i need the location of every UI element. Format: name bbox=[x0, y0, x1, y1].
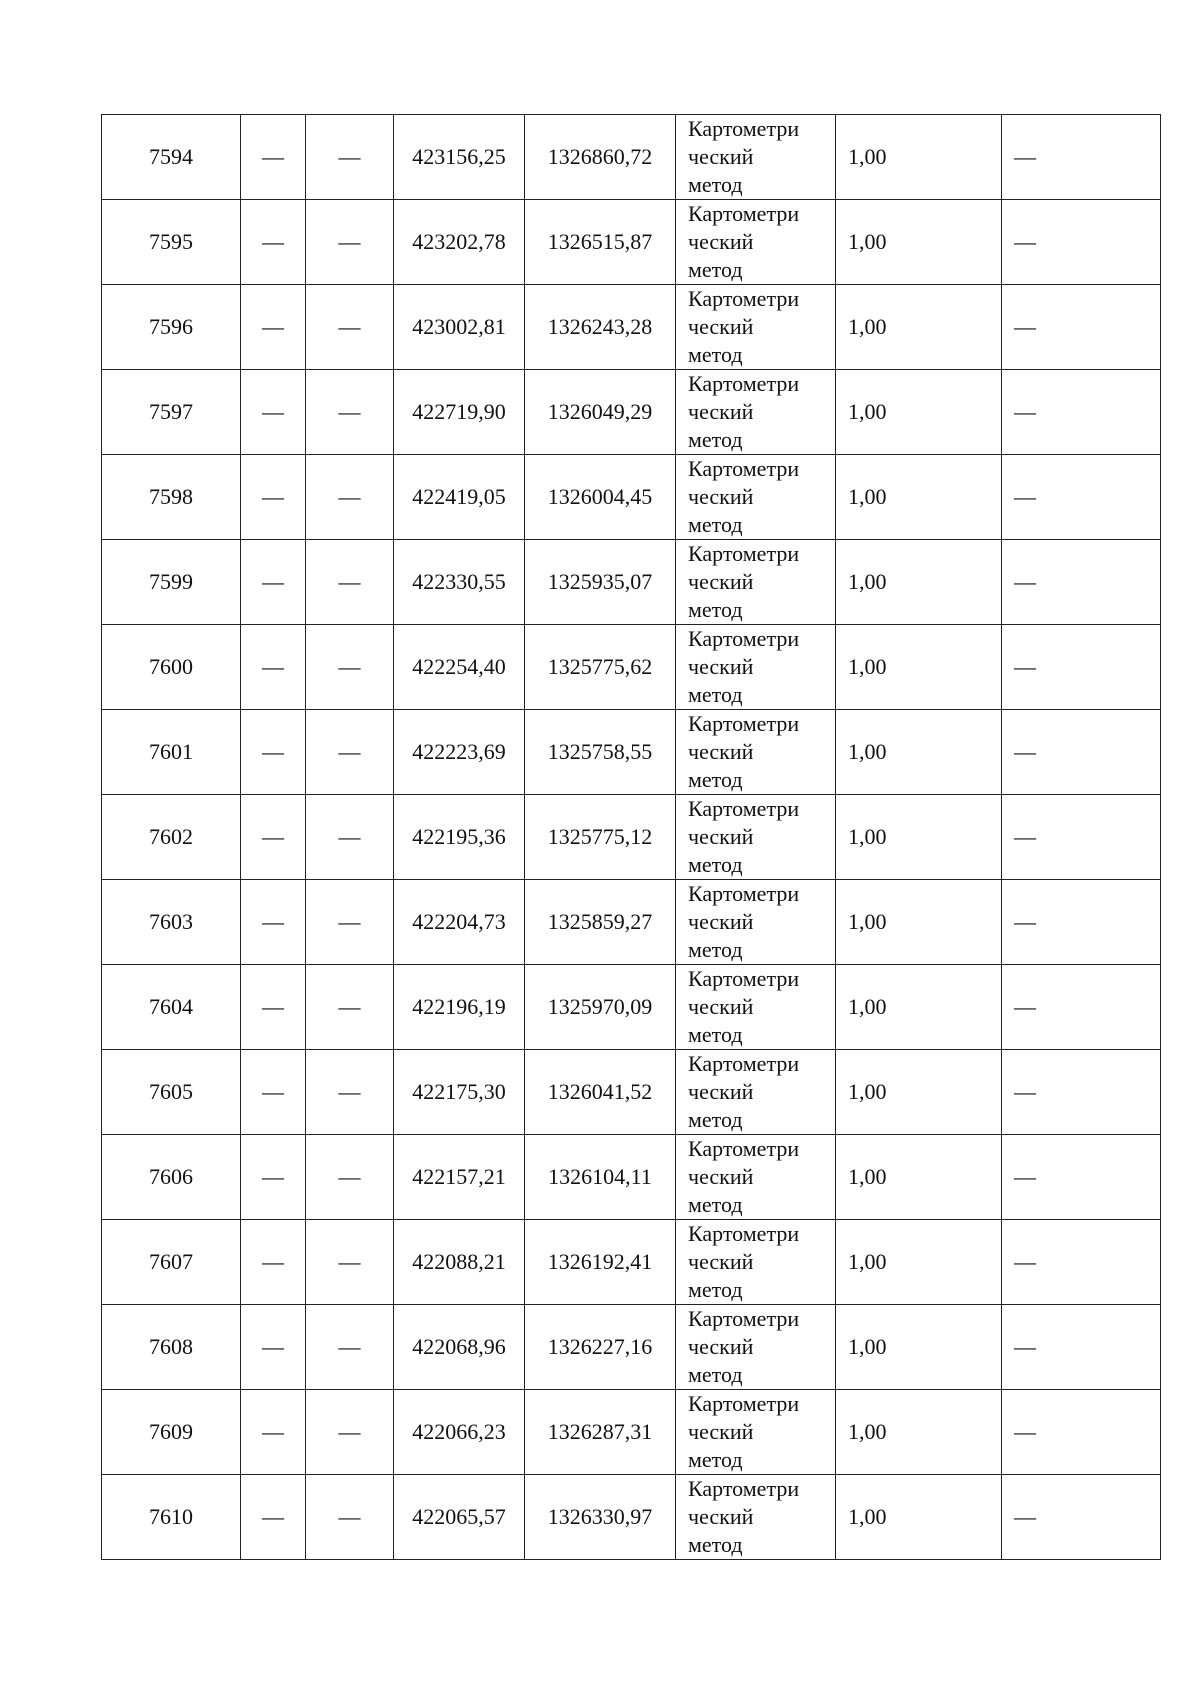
x-coordinate-cell: 422066,23 bbox=[394, 1390, 525, 1475]
empty-cell: — bbox=[241, 880, 306, 965]
y-coordinate-cell: 1325758,55 bbox=[525, 710, 676, 795]
point-number-cell: 7597 bbox=[102, 370, 241, 455]
method-text-line: Картометри bbox=[688, 1476, 800, 1501]
method-text-line: метод bbox=[688, 1532, 743, 1557]
accuracy-cell: 1,00 bbox=[836, 795, 1002, 880]
empty-cell: — bbox=[306, 795, 394, 880]
method-text-line: метод bbox=[688, 512, 743, 537]
empty-cell: — bbox=[1002, 370, 1161, 455]
empty-cell: — bbox=[241, 625, 306, 710]
point-number-cell: 7604 bbox=[102, 965, 241, 1050]
method-cell bbox=[676, 1390, 836, 1475]
empty-cell: — bbox=[241, 1050, 306, 1135]
method-cell bbox=[676, 455, 836, 540]
method-text-line: метод bbox=[688, 1362, 743, 1387]
method-text-line: метод bbox=[688, 1277, 743, 1302]
method-text-line: метод bbox=[688, 852, 743, 877]
method-text-line: Картометри bbox=[688, 1221, 800, 1246]
point-number-cell: 7596 bbox=[102, 285, 241, 370]
x-coordinate-cell: 422195,36 bbox=[394, 795, 525, 880]
empty-cell: — bbox=[306, 540, 394, 625]
y-coordinate-cell: 1326192,41 bbox=[525, 1220, 676, 1305]
x-coordinate-cell: 422419,05 bbox=[394, 455, 525, 540]
x-coordinate-cell: 422088,21 bbox=[394, 1220, 525, 1305]
method-text-line: метод bbox=[688, 1192, 743, 1217]
accuracy-cell: 1,00 bbox=[836, 115, 1002, 200]
empty-cell: — bbox=[306, 455, 394, 540]
empty-cell: — bbox=[306, 1135, 394, 1220]
point-number-cell: 7605 bbox=[102, 1050, 241, 1135]
x-coordinate-cell: 422204,73 bbox=[394, 880, 525, 965]
empty-cell: — bbox=[306, 1050, 394, 1135]
table-row bbox=[102, 1390, 1161, 1475]
point-number-cell: 7610 bbox=[102, 1475, 241, 1560]
method-text-line: ческий bbox=[688, 1334, 754, 1359]
x-coordinate-cell: 423156,25 bbox=[394, 115, 525, 200]
method-text-line: Картометри bbox=[688, 1051, 800, 1076]
empty-cell: — bbox=[306, 625, 394, 710]
empty-cell: — bbox=[1002, 1135, 1161, 1220]
empty-cell: — bbox=[241, 1135, 306, 1220]
method-text-line: Картометри bbox=[688, 966, 800, 991]
x-coordinate-cell: 422330,55 bbox=[394, 540, 525, 625]
y-coordinate-cell: 1325970,09 bbox=[525, 965, 676, 1050]
empty-cell: — bbox=[241, 1390, 306, 1475]
empty-cell: — bbox=[306, 1305, 394, 1390]
method-text-line: Картометри bbox=[688, 116, 800, 141]
method-text-line: ческий bbox=[688, 1164, 754, 1189]
method-cell bbox=[676, 625, 836, 710]
empty-cell: — bbox=[241, 200, 306, 285]
point-number-cell: 7598 bbox=[102, 455, 241, 540]
empty-cell: — bbox=[1002, 540, 1161, 625]
method-text-line: метод bbox=[688, 937, 743, 962]
empty-cell: — bbox=[1002, 1050, 1161, 1135]
method-text-line: ческий bbox=[688, 569, 754, 594]
method-cell bbox=[676, 710, 836, 795]
method-text-line: ческий bbox=[688, 1249, 754, 1274]
empty-cell: — bbox=[306, 710, 394, 795]
y-coordinate-cell: 1326041,52 bbox=[525, 1050, 676, 1135]
method-cell bbox=[676, 370, 836, 455]
empty-cell: — bbox=[306, 1220, 394, 1305]
x-coordinate-cell: 422254,40 bbox=[394, 625, 525, 710]
point-number-cell: 7594 bbox=[102, 115, 241, 200]
empty-cell: — bbox=[306, 1475, 394, 1560]
y-coordinate-cell: 1325775,62 bbox=[525, 625, 676, 710]
point-number-cell: 7607 bbox=[102, 1220, 241, 1305]
empty-cell: — bbox=[241, 1220, 306, 1305]
empty-cell: — bbox=[1002, 1475, 1161, 1560]
point-number-cell: 7603 bbox=[102, 880, 241, 965]
method-text-line: метод bbox=[688, 682, 743, 707]
x-coordinate-cell: 422065,57 bbox=[394, 1475, 525, 1560]
method-text-line: Картометри bbox=[688, 286, 800, 311]
coordinates-table-body bbox=[102, 115, 1161, 1560]
method-text-line: Картометри bbox=[688, 1306, 800, 1331]
method-text-line: ческий bbox=[688, 229, 754, 254]
method-text-line: Картометри bbox=[688, 881, 800, 906]
empty-cell: — bbox=[241, 115, 306, 200]
method-text-line: ческий bbox=[688, 1504, 754, 1529]
method-text-line: Картометри bbox=[688, 541, 800, 566]
y-coordinate-cell: 1326243,28 bbox=[525, 285, 676, 370]
table-row bbox=[102, 1135, 1161, 1220]
table-row bbox=[102, 795, 1161, 880]
method-text-line: метод bbox=[688, 597, 743, 622]
table-row bbox=[102, 1220, 1161, 1305]
method-text-line: ческий bbox=[688, 654, 754, 679]
point-number-cell: 7602 bbox=[102, 795, 241, 880]
accuracy-cell: 1,00 bbox=[836, 285, 1002, 370]
y-coordinate-cell: 1325775,12 bbox=[525, 795, 676, 880]
method-cell bbox=[676, 1220, 836, 1305]
table-row bbox=[102, 455, 1161, 540]
method-text-line: Картометри bbox=[688, 456, 800, 481]
empty-cell: — bbox=[241, 965, 306, 1050]
method-text-line: ческий bbox=[688, 824, 754, 849]
method-text-line: метод bbox=[688, 767, 743, 792]
method-cell bbox=[676, 1475, 836, 1560]
empty-cell: — bbox=[1002, 1390, 1161, 1475]
table-row bbox=[102, 880, 1161, 965]
coordinates-table bbox=[101, 114, 1161, 1560]
accuracy-cell: 1,00 bbox=[836, 1305, 1002, 1390]
y-coordinate-cell: 1326287,31 bbox=[525, 1390, 676, 1475]
empty-cell: — bbox=[1002, 710, 1161, 795]
x-coordinate-cell: 422223,69 bbox=[394, 710, 525, 795]
table-row bbox=[102, 1050, 1161, 1135]
point-number-cell: 7609 bbox=[102, 1390, 241, 1475]
empty-cell: — bbox=[306, 370, 394, 455]
x-coordinate-cell: 422157,21 bbox=[394, 1135, 525, 1220]
method-cell bbox=[676, 1135, 836, 1220]
empty-cell: — bbox=[241, 285, 306, 370]
accuracy-cell: 1,00 bbox=[836, 1050, 1002, 1135]
method-text-line: метод bbox=[688, 1107, 743, 1132]
accuracy-cell: 1,00 bbox=[836, 200, 1002, 285]
empty-cell: — bbox=[1002, 285, 1161, 370]
accuracy-cell: 1,00 bbox=[836, 710, 1002, 795]
point-number-cell: 7608 bbox=[102, 1305, 241, 1390]
y-coordinate-cell: 1326104,11 bbox=[525, 1135, 676, 1220]
point-number-cell: 7606 bbox=[102, 1135, 241, 1220]
empty-cell: — bbox=[241, 540, 306, 625]
empty-cell: — bbox=[306, 285, 394, 370]
x-coordinate-cell: 423202,78 bbox=[394, 200, 525, 285]
accuracy-cell: 1,00 bbox=[836, 1390, 1002, 1475]
empty-cell: — bbox=[241, 455, 306, 540]
empty-cell: — bbox=[1002, 1305, 1161, 1390]
method-cell bbox=[676, 1305, 836, 1390]
method-text-line: метод bbox=[688, 427, 743, 452]
accuracy-cell: 1,00 bbox=[836, 880, 1002, 965]
table-row bbox=[102, 625, 1161, 710]
method-text-line: ческий bbox=[688, 1079, 754, 1104]
empty-cell: — bbox=[241, 710, 306, 795]
method-text-line: Картометри bbox=[688, 796, 800, 821]
y-coordinate-cell: 1326860,72 bbox=[525, 115, 676, 200]
empty-cell: — bbox=[306, 880, 394, 965]
point-number-cell: 7600 bbox=[102, 625, 241, 710]
method-text-line: ческий bbox=[688, 739, 754, 764]
empty-cell: — bbox=[241, 370, 306, 455]
table-row bbox=[102, 200, 1161, 285]
accuracy-cell: 1,00 bbox=[836, 455, 1002, 540]
empty-cell: — bbox=[1002, 880, 1161, 965]
method-cell bbox=[676, 200, 836, 285]
method-cell bbox=[676, 115, 836, 200]
accuracy-cell: 1,00 bbox=[836, 965, 1002, 1050]
method-text-line: Картометри bbox=[688, 371, 800, 396]
method-text-line: ческий bbox=[688, 1419, 754, 1444]
method-cell bbox=[676, 285, 836, 370]
y-coordinate-cell: 1326330,97 bbox=[525, 1475, 676, 1560]
method-cell bbox=[676, 795, 836, 880]
method-text-line: ческий bbox=[688, 314, 754, 339]
y-coordinate-cell: 1326515,87 bbox=[525, 200, 676, 285]
method-cell bbox=[676, 1050, 836, 1135]
table-row bbox=[102, 370, 1161, 455]
method-text-line: ческий bbox=[688, 399, 754, 424]
method-text-line: ческий bbox=[688, 909, 754, 934]
table-row bbox=[102, 1475, 1161, 1560]
method-text-line: Картометри bbox=[688, 1391, 800, 1416]
accuracy-cell: 1,00 bbox=[836, 1475, 1002, 1560]
empty-cell: — bbox=[1002, 795, 1161, 880]
empty-cell: — bbox=[1002, 115, 1161, 200]
method-text-line: ческий bbox=[688, 144, 754, 169]
method-text-line: Картометри bbox=[688, 626, 800, 651]
table-row bbox=[102, 285, 1161, 370]
method-text-line: ческий bbox=[688, 484, 754, 509]
method-text-line: метод bbox=[688, 1022, 743, 1047]
table-row bbox=[102, 115, 1161, 200]
empty-cell: — bbox=[241, 1475, 306, 1560]
empty-cell: — bbox=[1002, 455, 1161, 540]
method-cell bbox=[676, 880, 836, 965]
method-text-line: ческий bbox=[688, 994, 754, 1019]
x-coordinate-cell: 422175,30 bbox=[394, 1050, 525, 1135]
empty-cell: — bbox=[306, 115, 394, 200]
method-text-line: Картометри bbox=[688, 711, 800, 736]
empty-cell: — bbox=[306, 200, 394, 285]
method-cell bbox=[676, 965, 836, 1050]
x-coordinate-cell: 422068,96 bbox=[394, 1305, 525, 1390]
y-coordinate-cell: 1325935,07 bbox=[525, 540, 676, 625]
x-coordinate-cell: 423002,81 bbox=[394, 285, 525, 370]
accuracy-cell: 1,00 bbox=[836, 1135, 1002, 1220]
empty-cell: — bbox=[1002, 625, 1161, 710]
empty-cell: — bbox=[241, 1305, 306, 1390]
method-cell bbox=[676, 540, 836, 625]
empty-cell: — bbox=[1002, 200, 1161, 285]
y-coordinate-cell: 1326049,29 bbox=[525, 370, 676, 455]
table-row bbox=[102, 710, 1161, 795]
empty-cell: — bbox=[241, 795, 306, 880]
accuracy-cell: 1,00 bbox=[836, 370, 1002, 455]
x-coordinate-cell: 422719,90 bbox=[394, 370, 525, 455]
point-number-cell: 7601 bbox=[102, 710, 241, 795]
y-coordinate-cell: 1326004,45 bbox=[525, 455, 676, 540]
empty-cell: — bbox=[1002, 965, 1161, 1050]
x-coordinate-cell: 422196,19 bbox=[394, 965, 525, 1050]
method-text-line: метод bbox=[688, 1447, 743, 1472]
y-coordinate-cell: 1325859,27 bbox=[525, 880, 676, 965]
y-coordinate-cell: 1326227,16 bbox=[525, 1305, 676, 1390]
method-text-line: метод bbox=[688, 172, 743, 197]
accuracy-cell: 1,00 bbox=[836, 1220, 1002, 1305]
empty-cell: — bbox=[1002, 1220, 1161, 1305]
method-text-line: метод bbox=[688, 342, 743, 367]
table-row bbox=[102, 965, 1161, 1050]
accuracy-cell: 1,00 bbox=[836, 540, 1002, 625]
method-text-line: метод bbox=[688, 257, 743, 282]
table-row bbox=[102, 1305, 1161, 1390]
point-number-cell: 7599 bbox=[102, 540, 241, 625]
method-text-line: Картометри bbox=[688, 1136, 800, 1161]
accuracy-cell: 1,00 bbox=[836, 625, 1002, 710]
empty-cell: — bbox=[306, 1390, 394, 1475]
point-number-cell: 7595 bbox=[102, 200, 241, 285]
empty-cell: — bbox=[306, 965, 394, 1050]
table-row bbox=[102, 540, 1161, 625]
method-text-line: Картометри bbox=[688, 201, 800, 226]
